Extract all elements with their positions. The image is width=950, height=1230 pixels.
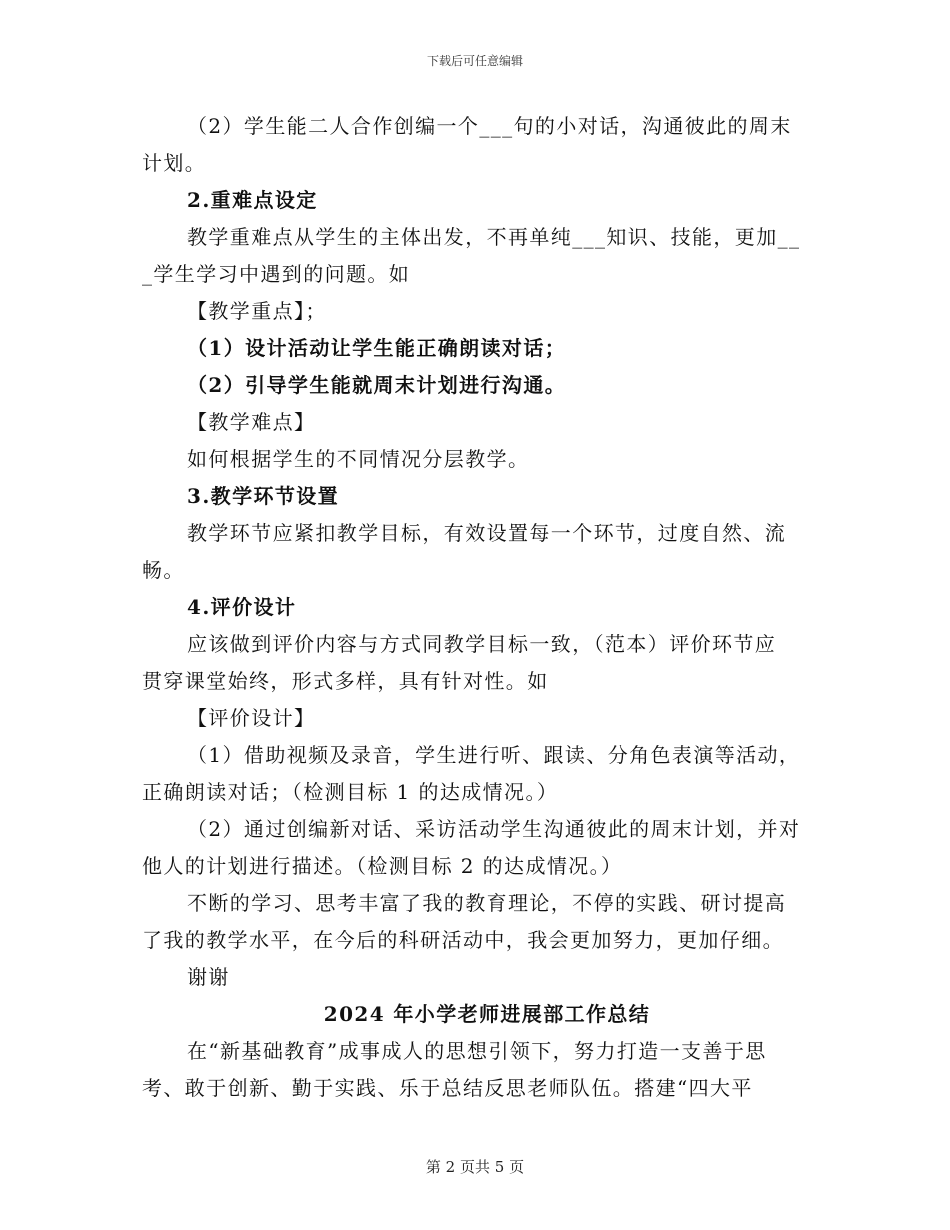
text-line: （1）借助视频及录音，学生进行听、跟读、分角色表演等活动，: [187, 743, 801, 767]
section-heading: 3.教学环节设置: [187, 484, 340, 508]
text-line: 【教学难点】: [187, 410, 316, 434]
text-line: 在“新基础教育”成事成人的思想引领下，努力打造一支善于思: [187, 1039, 767, 1063]
text-line: 谢谢: [187, 965, 230, 989]
text-line: （2）学生能二人合作创编一个___句的小对话，沟通彼此的周末: [187, 114, 792, 138]
text-line: （2）引导学生能就周末计划进行沟通。: [187, 373, 567, 397]
text-line: _学生学习中遇到的问题。如: [142, 262, 411, 286]
text-line: 贯穿课堂始终，形式多样，具有针对性。如: [142, 669, 549, 693]
text-line: 如何根据学生的不同情况分层教学。: [187, 447, 530, 471]
text-line: 教学重难点从学生的主体出发，不再单纯___知识、技能，更加__: [187, 225, 801, 249]
text-line: 【评价设计】: [187, 706, 316, 730]
section-heading: 4.评价设计: [187, 595, 297, 619]
text-line: 应该做到评价内容与方式同教学目标一致，（范本）评价环节应: [187, 632, 777, 656]
text-line: 计划。: [142, 151, 207, 175]
text-line: 他人的计划进行描述。（检测目标 2 的达成情况。）: [142, 854, 623, 878]
text-line: 教学环节应紧扣教学目标，有效设置每一个环节，过度自然、流: [187, 521, 787, 545]
text-line: （2）通过创编新对话、采访活动学生沟通彼此的周末计划，并对: [187, 817, 801, 841]
text-line: 了我的教学水平，在今后的科研活动中，我会更加努力，更加仔细。: [142, 928, 784, 952]
section-heading: 2.重难点设定: [187, 188, 318, 212]
text-line: 正确朗读对话；（检测目标 1 的达成情况。）: [142, 780, 559, 804]
page-header: 下载后可任意编辑: [426, 54, 523, 68]
text-line: 考、敢于创新、勤于实践、乐于总结反思老师队伍。搭建“四大平: [142, 1076, 753, 1100]
document-title: 2024 年小学老师进展部工作总结: [323, 1002, 651, 1026]
page-footer: 第 2 页共 5 页: [425, 1158, 525, 1176]
text-line: （1）设计活动让学生能正确朗读对话；: [187, 336, 567, 360]
text-line: 不断的学习、思考丰富了我的教育理论，不停的实践、研讨提高: [187, 891, 787, 915]
text-line: 畅。: [142, 558, 185, 582]
text-line: 【教学重点】；: [187, 299, 327, 323]
document-body: [142, 108, 812, 1107]
